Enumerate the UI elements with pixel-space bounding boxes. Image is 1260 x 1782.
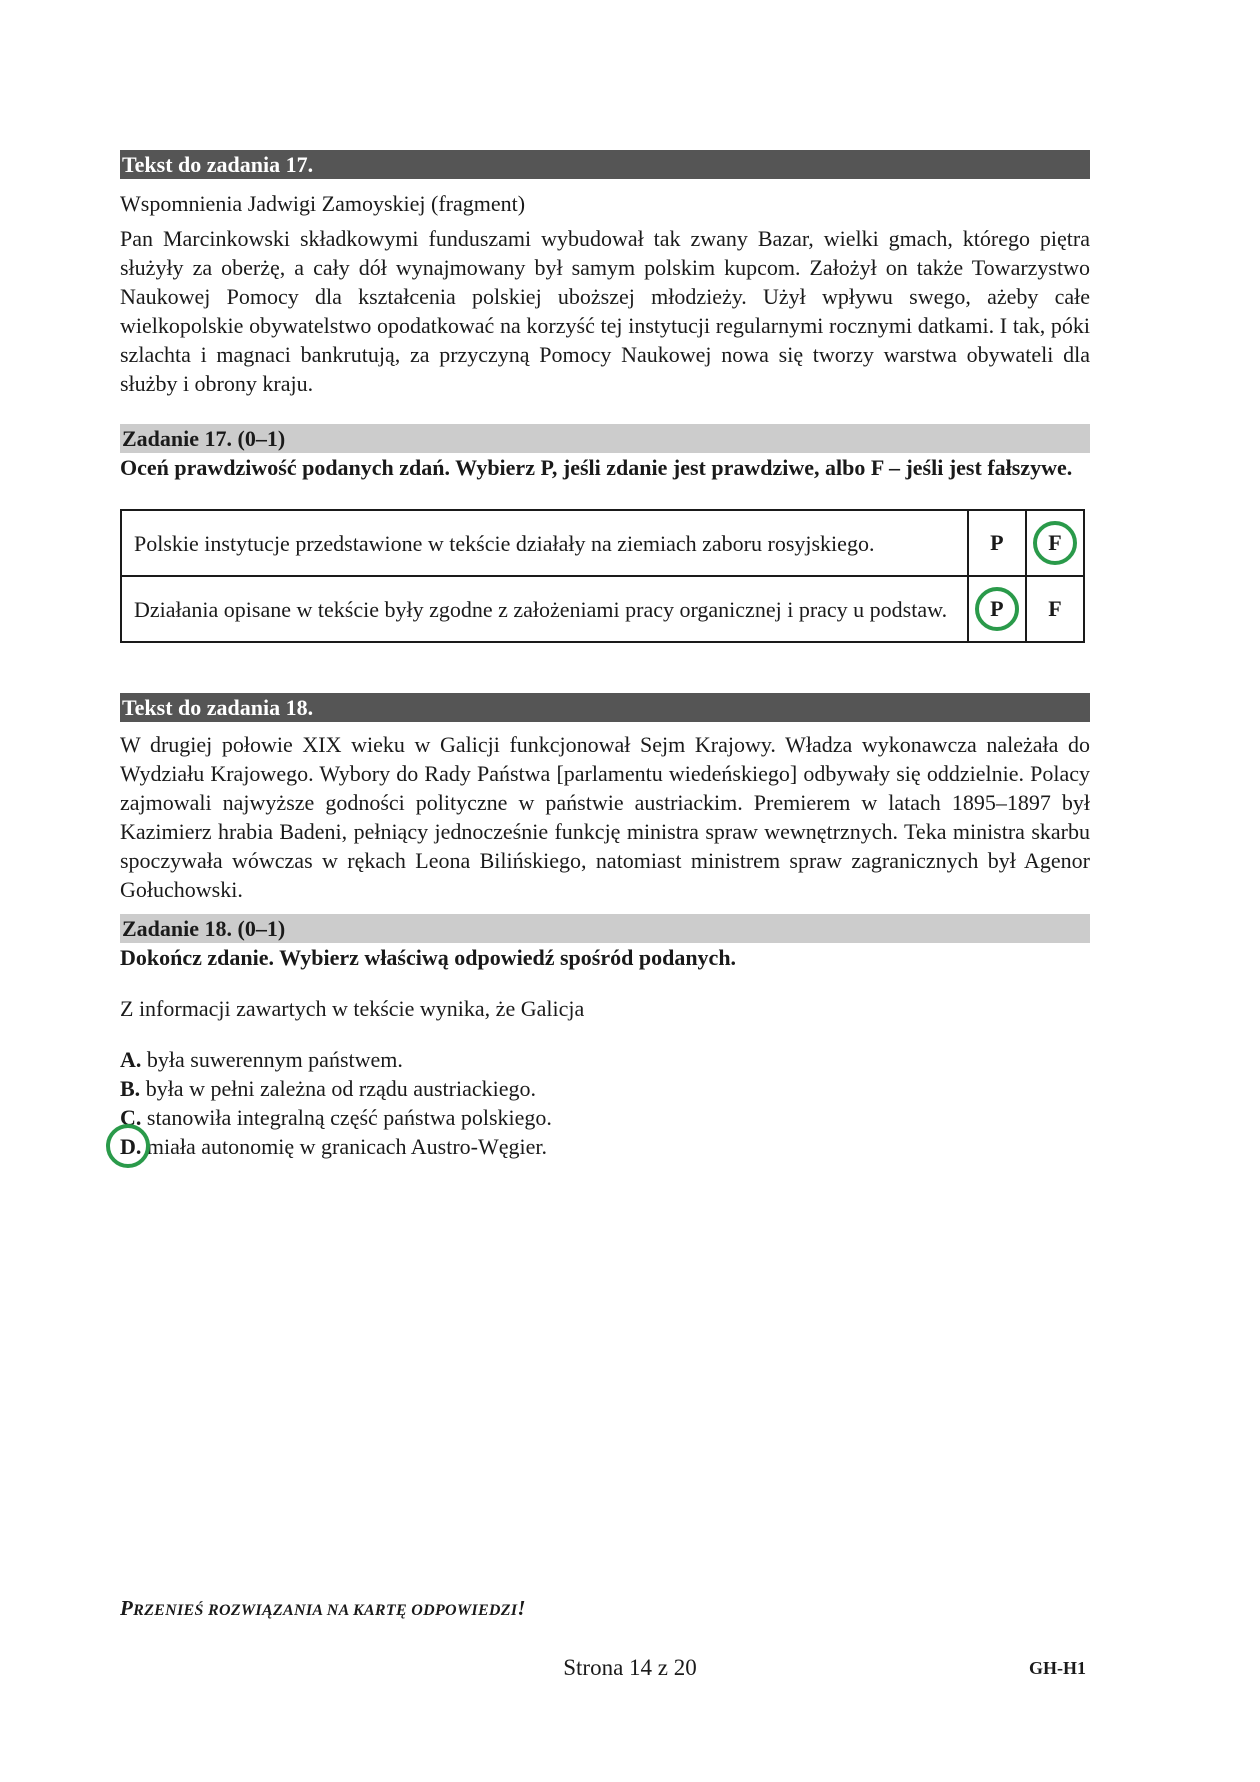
source-text-18: W drugiej połowie XIX wieku w Galicji funkcjonował Sejm Krajowy. Władza wykonawcza należała do Wydziału Krajowego. Wybory do Rady Państwa [parlamentu wiedeńskiego] odbywały się oddzielnie. Polacy zajmowali najwyższe godności polityczne w państwie austriackim. Premierem w latach 1895–1897 był Kazimierz hrabia Badeni, pełniący jednocześnie funkcję ministra spraw wewnętrznych. Teka ministra skarbu spoczywała wówczas w rękach Leona Bilińskiego, natomiast ministrem spraw zagranicznych był Agenor Gołuchowski. (120, 732, 1090, 902)
source-title: Wspomnienia Jadwigi Zamoyskiej (fragment) (120, 191, 526, 216)
option-d-selected[interactable]: D. miała autonomię w granicach Austro-Węgier. (120, 1132, 1090, 1161)
option-p-2-selected[interactable] (968, 576, 1026, 642)
task17-header: Zadanie 17. (0–1) (120, 424, 1090, 453)
statement-2: Działania opisane w tekście były zgodne z założeniami pracy organicznej i pracy u podstaw. (121, 576, 968, 642)
option-p-1[interactable]: P (968, 510, 1026, 576)
task18-stem: Z informacji zawartych w tekście wynika, że Galicja (120, 996, 585, 1021)
exam-page (120, 150, 1090, 1161)
option-c[interactable]: C. stanowiła integralną część państwa polskiego. (120, 1105, 552, 1130)
option-f-1-selected[interactable] (1026, 510, 1084, 576)
answer-circle-icon: F (1033, 521, 1077, 565)
answer-circle-icon: P (975, 587, 1019, 631)
option-a[interactable]: A. była suwerennym państwem. (120, 1047, 403, 1072)
task17-instruction: Oceń prawdziwość podanych zdań. Wybierz P, jeśli zdanie jest prawdziwe, albo F – jeśli jest fałszywe. (120, 455, 1073, 480)
page-number: Strona 14 z 20 (563, 1655, 697, 1680)
answer-circle-icon (106, 1124, 150, 1168)
text18-header: Tekst do zadania 18. (120, 693, 1090, 722)
text17-header: Tekst do zadania 17. (120, 150, 1090, 179)
transfer-answers-note: PRZENIEŚ ROZWIĄZANIA NA KARTĘ ODPOWIEDZI! (120, 1596, 526, 1620)
task18-header: Zadanie 18. (0–1) (120, 914, 1090, 943)
true-false-table (120, 509, 1085, 643)
option-f-2[interactable]: F (1026, 576, 1084, 642)
source-text-17: Pan Marcinkowski składkowymi funduszami wybudował tak zwany Bazar, wielki gmach, którego piętra służyły za oberżę, a cały dół wynajmowany był samym polskim kupcom. Założył on także Towarzystwo Naukowej Pomocy dla kształcenia polskiej uboższej młodzieży. Użył wpływu swego, ażeby całe wielkopolskie obywatelstwo opodatkować na korzyść tej instytucji regularnymi rocznymi datkami. I tak, póki szlachta i magnaci bankrutują, za przyczyną Pomocy Naukowej nowa się tworzy warstwa obywateli dla służby i obrony kraju. (120, 226, 1090, 396)
table-row (121, 576, 1084, 642)
exam-code: GH-H1 (1029, 1658, 1086, 1678)
answer-options (120, 1045, 1090, 1161)
statement-1: Polskie instytucje przedstawione w tekście działały na ziemiach zaboru rosyjskiego. (121, 510, 968, 576)
option-b[interactable]: B. była w pełni zależna od rządu austriackiego. (120, 1076, 537, 1101)
table-row (121, 510, 1084, 576)
task18-instruction: Dokończ zdanie. Wybierz właściwą odpowiedź spośród podanych. (120, 945, 737, 970)
